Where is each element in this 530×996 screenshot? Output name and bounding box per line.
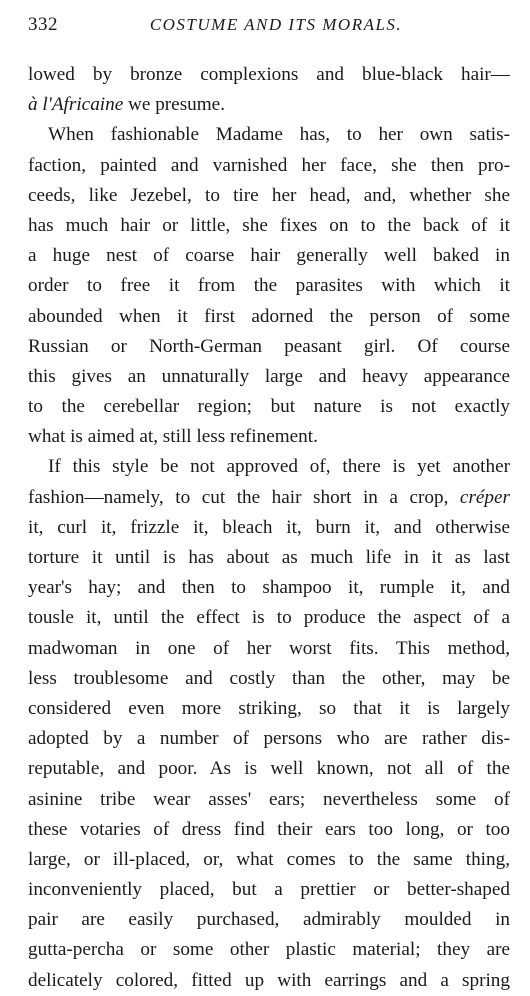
text-segment: inconveniently placed, but a prettier or better-shaped [28, 879, 510, 901]
text-segment: torture it until is has about as much life in it as last [28, 547, 510, 568]
italic-text: créper [459, 486, 510, 508]
text-segment: asinine tribe wear asses' ears; nevertheless some of [28, 788, 510, 810]
text-segment: abounded when it first adorned the person of some [28, 305, 510, 327]
text-segment: this gives an unnaturally large and heavy appearance [28, 365, 510, 387]
text-line [28, 875, 510, 905]
text-line [28, 302, 510, 332]
text-segment: to the cerebellar region; but nature is not exactly [28, 396, 510, 418]
text-segment: If this style be not approved of, there is yet another [48, 456, 510, 478]
running-head [28, 14, 510, 42]
text-segment: order to free it from the parasites with which it [28, 275, 510, 297]
text-line [28, 90, 510, 120]
text-line [28, 694, 510, 724]
text-segment: Russian or North-German peasant girl. Of course [28, 335, 510, 357]
text-line [28, 120, 510, 150]
text-segment: pair are easily purchased, admirably moulded in [28, 909, 510, 931]
text-segment: faction, painted and varnished her face, she then pro- [28, 154, 510, 176]
text-segment: considered even more striking, so that it is largely [28, 697, 510, 719]
text-line [28, 60, 510, 90]
text-line [28, 151, 510, 181]
italic-text: à l'Africaine [28, 94, 124, 116]
text-line [28, 392, 510, 422]
text-segment: we presume. [123, 94, 225, 116]
text-segment: it, curl it, frizzle it, bleach it, burn it, and otherwise [28, 516, 510, 538]
text-segment: madwoman in one of her worst fits. This method, [28, 637, 510, 659]
text-line [28, 664, 510, 694]
text-line [28, 422, 510, 452]
text-line [28, 754, 510, 784]
text-line [28, 905, 510, 935]
text-line [28, 271, 510, 301]
text-line [28, 241, 510, 271]
text-segment: year's hay; and then to shampoo it, rumple it, and [28, 577, 510, 599]
text-line [28, 815, 510, 845]
text-line [28, 845, 510, 875]
text-segment: When fashionable Madame has, to her own satis- [48, 124, 510, 146]
text-line [28, 935, 510, 965]
text-segment: delicately colored, fitted up with earrings and a spring [28, 969, 510, 991]
text-line [28, 573, 510, 603]
text-segment: what is aimed at, still less refinement. [28, 426, 318, 448]
text-segment: has much hair or little, she fixes on to the back of it [28, 214, 510, 236]
text-segment: these votaries of dress find their ears too long, or too [28, 818, 510, 840]
text-segment: reputable, and poor. As is well known, not all of the [28, 758, 510, 780]
text-segment: a huge nest of coarse hair generally well baked in [28, 245, 510, 267]
text-segment: ceeds, like Jezebel, to tire her head, and, whether she [28, 184, 510, 206]
text-line [28, 483, 510, 513]
text-line [28, 211, 510, 241]
text-line [28, 452, 510, 482]
text-segment: less troublesome and costly than the other, may be [28, 667, 510, 689]
text-line [28, 181, 510, 211]
text-line [28, 634, 510, 664]
text-segment: lowed by bronze complexions and blue-black hair— [28, 64, 510, 85]
text-line [28, 724, 510, 754]
text-line [28, 543, 510, 573]
text-segment: adopted by a number of persons who are rather dis- [28, 728, 510, 750]
text-segment: gutta-percha or some other plastic material; they are [28, 939, 510, 961]
text-line [28, 603, 510, 633]
page-number: 332 [28, 14, 58, 35]
running-title: COSTUME AND ITS MORALS. [149, 15, 403, 34]
text-segment: fashion—namely, to cut the hair short in a crop, [28, 486, 460, 508]
text-line [28, 966, 510, 996]
text-line [28, 362, 510, 392]
text-line [28, 332, 510, 362]
text-line [28, 513, 510, 543]
text-segment: tousle it, until the effect is to produce the aspect of a [28, 607, 510, 629]
text-line [28, 785, 510, 815]
text-segment: large, or ill-placed, or, what comes to the same thing, [28, 848, 510, 870]
body-text [28, 60, 510, 996]
